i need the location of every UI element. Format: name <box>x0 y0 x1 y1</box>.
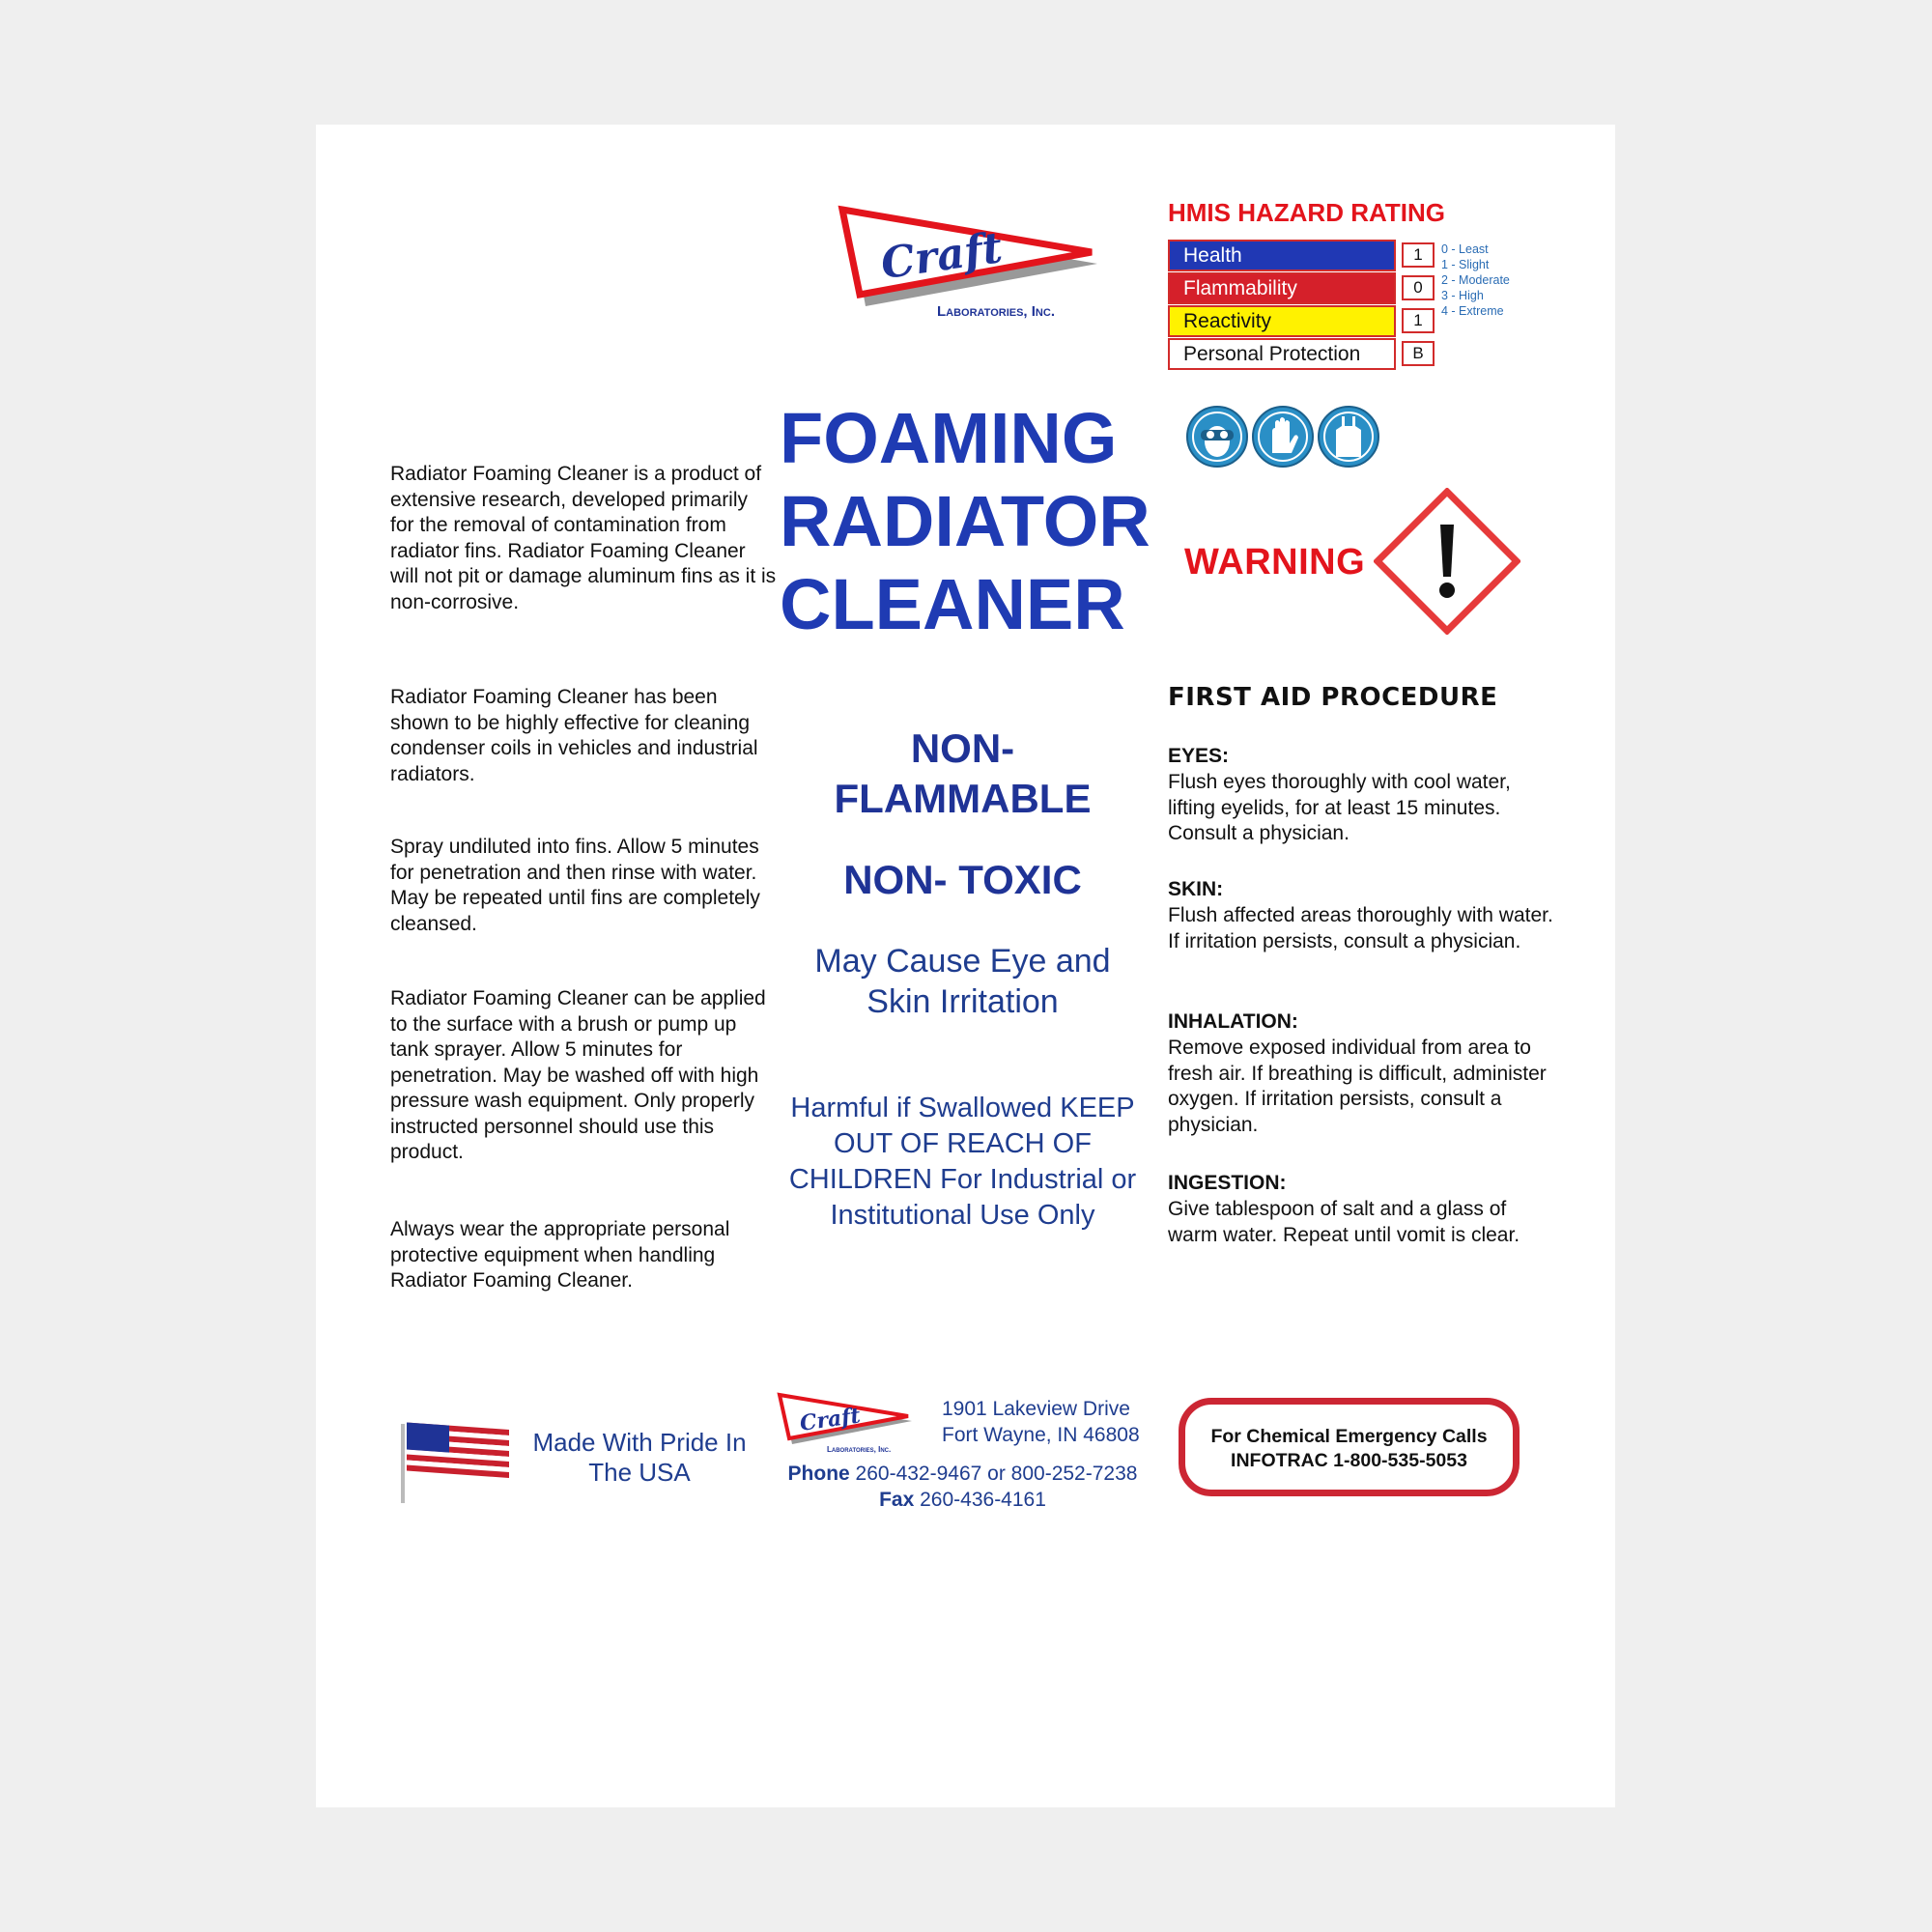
non-toxic-claim: NON- TOXIC <box>843 857 1082 902</box>
made-in-usa: Made With Pride In The USA <box>532 1428 747 1487</box>
legend-item: 3 - High <box>1441 289 1484 302</box>
non-flammable-claim: NON- FLAMMABLE <box>834 725 1092 821</box>
product-title <box>780 397 1185 646</box>
emergency-contact-box <box>1179 1398 1520 1496</box>
description-paragraph: Always wear the appropriate personal protective equipment when handling Radiator Foaming Cleaner. <box>390 1218 730 1292</box>
emergency-number: INFOTRAC 1-800-535-5053 <box>1231 1450 1467 1471</box>
fax-line <box>762 1487 1163 1513</box>
emergency-line: For Chemical Emergency Calls <box>1210 1426 1488 1447</box>
hmis-label: Personal Protection <box>1183 343 1361 365</box>
description-paragraph: Radiator Foaming Cleaner is a product of extensive research, developed primarily for the removal of contamination from radiator fins. Radiator Foaming Cleaner will not pit or damage aluminum fins as it is non-corrosive. <box>390 463 777 613</box>
apron-icon <box>1319 407 1378 467</box>
signal-word: WARNING <box>1184 542 1366 582</box>
phone-line <box>762 1461 1163 1487</box>
address-line-2: Fort Wayne, IN 46808 <box>942 1424 1140 1446</box>
logo-company-small: Laboratories, Inc. <box>827 1445 892 1454</box>
logo-script-small: Craft <box>798 1403 863 1436</box>
title-line: CLEANER <box>780 564 1125 644</box>
us-flag-icon <box>399 1416 517 1505</box>
ppe-icons <box>1185 405 1388 472</box>
hmis-value-flammability: 0 <box>1402 275 1435 300</box>
hmis-legend <box>1441 242 1510 319</box>
hmis-value-reactivity: 1 <box>1402 308 1435 333</box>
description-paragraph: Spray undiluted into fins. Allow 5 minutes for penetration and then rinse with water. May be repeated until fins are completely cleansed. <box>390 836 760 935</box>
legend-item: 0 - Least <box>1441 242 1489 256</box>
gloves-icon <box>1253 407 1313 467</box>
exclamation-mark-icon <box>1374 488 1520 635</box>
safety-goggles-icon <box>1187 407 1247 467</box>
hmis-row-flammability <box>1168 272 1396 304</box>
first-aid-text-ingestion: Give tablespoon of salt and a glass of warm water. Repeat until vomit is clear. <box>1168 1198 1520 1246</box>
logo-company: Laboratories, Inc. <box>937 303 1055 320</box>
phone-number: 260-432-9467 or 800-252-7238 <box>855 1463 1138 1485</box>
swallow-warning: Harmful if Swallowed KEEP OUT OF REACH OF CHILDREN For Industrial or Institutional Use Only <box>788 1093 1137 1231</box>
hmis-row-personal-protection <box>1168 338 1396 370</box>
hmis-label: Health <box>1183 244 1242 267</box>
hmis-value-health: 1 <box>1402 242 1435 268</box>
irritation-warning: May Cause Eye and Skin Irritation <box>814 943 1111 1020</box>
address-line-1: 1901 Lakeview Drive <box>942 1398 1130 1420</box>
first-aid-heading-eyes: EYES: <box>1168 745 1230 767</box>
fax-number: 260-436-4161 <box>920 1489 1046 1511</box>
fax-label: Fax <box>879 1489 915 1511</box>
hmis-title: HMIS HAZARD RATING <box>1168 198 1445 227</box>
title-line: RADIATOR <box>780 481 1151 561</box>
hmis-label: Reactivity <box>1183 310 1272 332</box>
first-aid-text-eyes: Flush eyes thoroughly with cool water, lifting eyelids, for at least 15 minutes. Consult a physician. <box>1168 771 1511 844</box>
legend-item: 2 - Moderate <box>1441 273 1510 287</box>
first-aid-text-inhalation: Remove exposed individual from area to fresh air. If breathing is difficult, administer oxygen. If irritation persists, consult a physician. <box>1168 1037 1547 1136</box>
hmis-value-personal-protection: B <box>1402 341 1435 366</box>
legend-item: 1 - Slight <box>1441 258 1490 271</box>
first-aid-heading-inhalation: INHALATION: <box>1168 1010 1298 1033</box>
phone-label: Phone <box>787 1463 850 1485</box>
description-paragraph: Radiator Foaming Cleaner can be applied to the surface with a brush or pump up tank sprayer. Allow 5 minutes for penetration. May be washed off with high pressure wash equipment. Only properly instructed personnel should use this product. <box>390 987 766 1163</box>
description-paragraph: Radiator Foaming Cleaner has been shown to be highly effective for cleaning condenser coils in vehicles and industrial radiators. <box>390 686 758 785</box>
hmis-row-health <box>1168 240 1396 271</box>
first-aid-text-skin: Flush affected areas thoroughly with water. If irritation persists, consult a physician. <box>1168 904 1553 952</box>
hmis-row-reactivity <box>1168 305 1396 337</box>
craft-logo-small <box>775 1390 920 1458</box>
first-aid-heading-ingestion: INGESTION: <box>1168 1172 1287 1194</box>
logo-script: Craft <box>877 223 1006 290</box>
hmis-label: Flammability <box>1183 277 1297 299</box>
first-aid-heading-skin: SKIN: <box>1168 878 1224 900</box>
craft-logo <box>833 200 1103 326</box>
title-line: FOAMING <box>780 398 1118 478</box>
legend-item: 4 - Extreme <box>1441 304 1504 318</box>
first-aid-title: FIRST AID PROCEDURE <box>1168 683 1498 712</box>
product-label <box>316 125 1615 1807</box>
